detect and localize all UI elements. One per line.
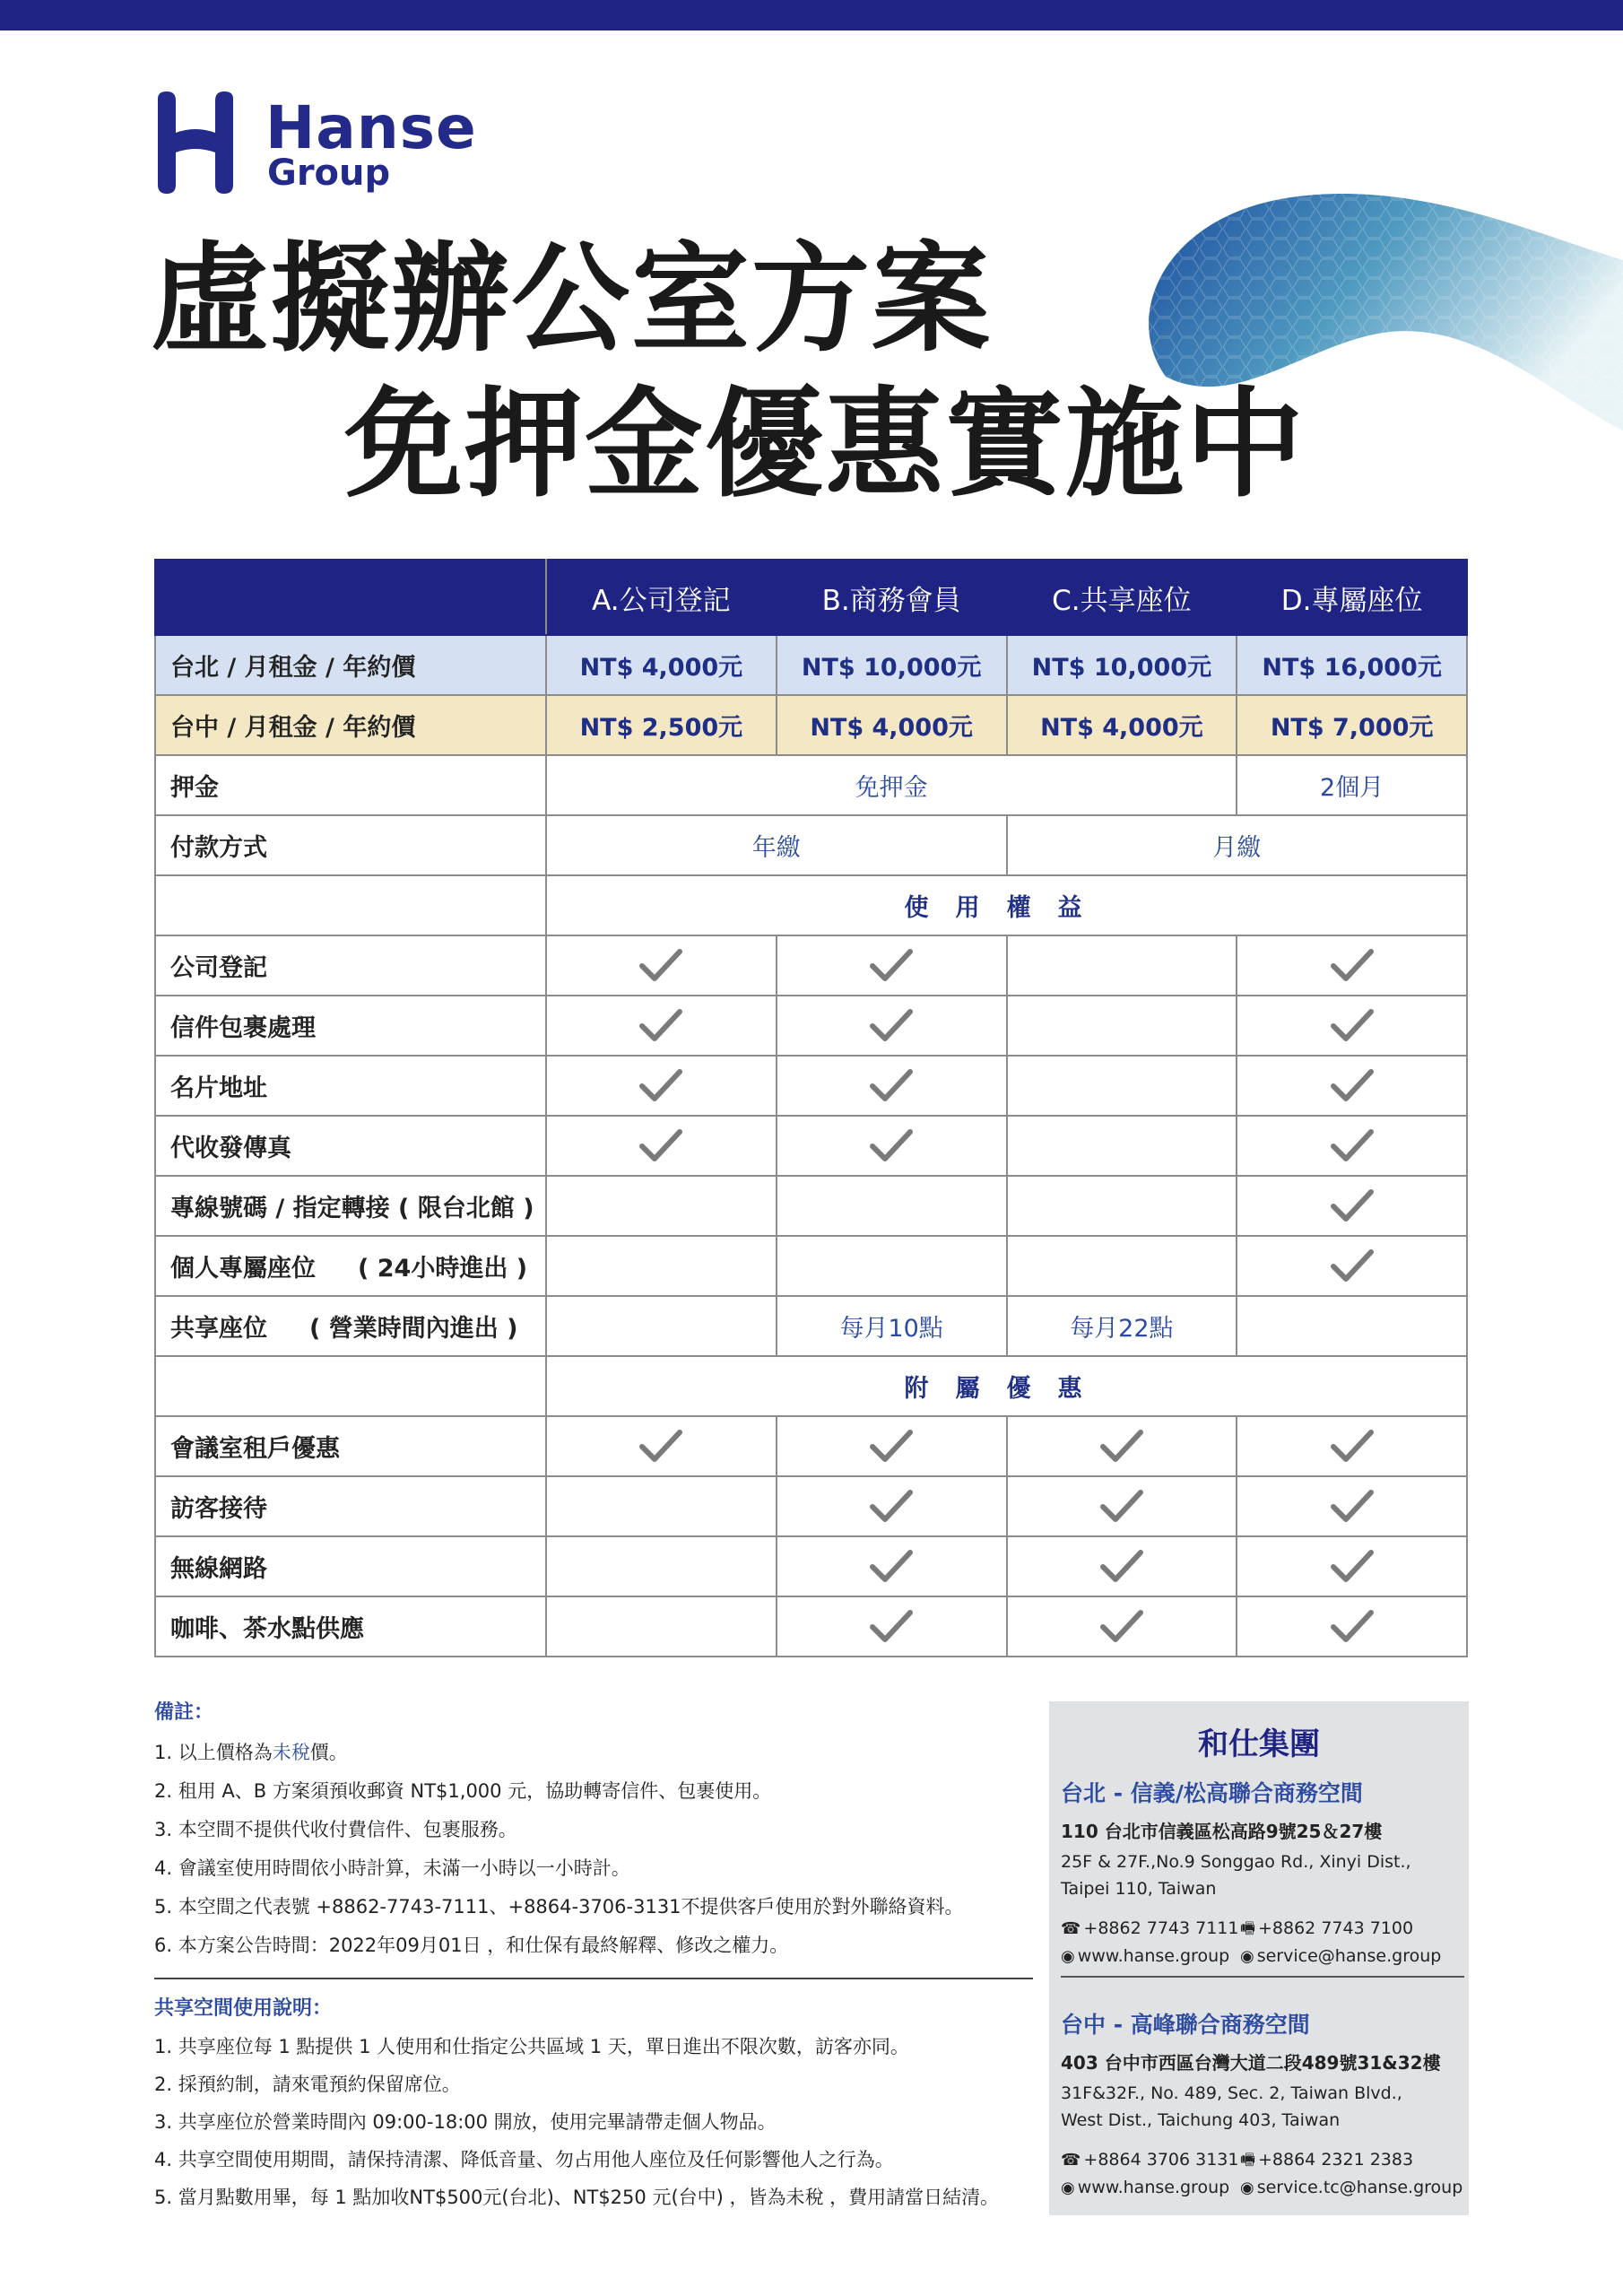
row-label: 無線網路 — [155, 1536, 546, 1596]
top-bar — [0, 0, 1623, 30]
check-cell — [1007, 1476, 1237, 1536]
price-cell: NT$ 4,000元 — [546, 635, 777, 695]
check-cell — [777, 1476, 1007, 1536]
check-cell — [546, 996, 777, 1056]
table-row — [155, 1596, 1467, 1657]
web-icon: ◉ — [1061, 2179, 1075, 2197]
check-cell — [777, 996, 1007, 1056]
row-label: 專線號碼 / 指定轉接 ( 限台北館 ) — [155, 1176, 546, 1236]
usage-line: 1. 共享座位每 1 點提供 1 人使用和仕指定公共區域 1 天，單日進出不限次數，訪客亦同。 — [154, 2036, 909, 2057]
plan-comparison-table — [154, 559, 1468, 1657]
address-en-2: West Dist., Taichung 403, Taiwan — [1061, 2110, 1341, 2130]
check-icon — [638, 1128, 683, 1164]
deposit-d: 2個月 — [1237, 755, 1467, 815]
check-icon — [869, 1609, 914, 1645]
section-rights-title: 使用權益 — [546, 875, 1467, 935]
usage-section — [154, 1993, 1051, 2216]
empty-cell — [1007, 1236, 1237, 1296]
check-cell — [546, 1056, 777, 1116]
check-cell — [777, 1116, 1007, 1176]
section-extras-row — [155, 1356, 1467, 1416]
price-cell: NT$ 4,000元 — [1007, 695, 1237, 755]
check-icon — [1330, 948, 1375, 984]
check-icon — [869, 1008, 914, 1044]
note-line: 3. 本空間不提供代收付費信件、包裹服務。 — [154, 1819, 517, 1840]
row-label: 押金 — [155, 755, 546, 815]
header-plan-b: B.商務會員 — [777, 560, 1007, 635]
website-link[interactable]: www.hanse.group — [1077, 1946, 1230, 1966]
check-icon — [1099, 1489, 1144, 1525]
note-line: 5. 本空間之代表號 +8862-7743-7111、+8864-3706-3131不提供客戶使用於對外聯絡資料。 — [154, 1896, 964, 1918]
row-label-note: ( 24小時進出 ) — [358, 1255, 528, 1283]
check-icon — [638, 948, 683, 984]
empty-cell — [1007, 1056, 1237, 1116]
check-cell — [1237, 935, 1467, 996]
check-cell — [1237, 996, 1467, 1056]
address-cn: 110 台北市信義區松高路9號25＆27樓 — [1061, 1821, 1383, 1842]
email-icon: ◉ — [1240, 1947, 1254, 1966]
check-icon — [1330, 1248, 1375, 1284]
address-cn: 403 台中市西區台灣大道二段489號31&32樓 — [1061, 2052, 1441, 2074]
title-line-2: 免押金優惠實施中 — [344, 376, 1306, 514]
row-label: 台中 / 月租金 / 年約價 — [155, 695, 546, 755]
check-cell — [1237, 1476, 1467, 1536]
shared-seat-b: 每月10點 — [777, 1296, 1007, 1356]
check-icon — [1099, 1609, 1144, 1645]
usage-line: 3. 共享座位於營業時間內 09:00-18:00 開放，使用完畢請帶走個人物品。 — [154, 2111, 777, 2133]
contact-panel — [1049, 1701, 1469, 2215]
section-blank — [155, 875, 546, 935]
check-cell — [546, 1116, 777, 1176]
hanse-logo — [151, 90, 477, 197]
check-cell — [1007, 1416, 1237, 1476]
empty-cell — [546, 1176, 777, 1236]
check-cell — [777, 1596, 1007, 1657]
check-cell — [546, 935, 777, 996]
email-link[interactable]: service.tc@hanse.group — [1256, 2178, 1463, 2197]
empty-cell — [546, 1296, 777, 1356]
empty-cell — [1007, 996, 1237, 1056]
address-en-1: 25F & 27F.,No.9 Songgao Rd., Xinyi Dist., — [1061, 1852, 1411, 1872]
check-cell — [777, 1416, 1007, 1476]
note-line: 6. 本方案公告時間：2022年09月01日 ，和仕保有最終解釋、修改之權力。 — [154, 1935, 789, 1956]
check-icon — [1330, 1549, 1375, 1585]
table-header-row — [155, 560, 1467, 635]
note-line: 1. 以上價格為未稅價。 — [154, 1742, 348, 1763]
section-rights-row — [155, 875, 1467, 935]
fax-number: +8862 7743 7100 — [1258, 1918, 1414, 1938]
row-label-main: 共享座位 — [170, 1315, 267, 1343]
row-label-main: 個人專屬座位 — [170, 1255, 316, 1283]
check-icon — [869, 1549, 914, 1585]
email-icon: ◉ — [1240, 2179, 1254, 2197]
table-row — [155, 1056, 1467, 1116]
check-cell — [1237, 1116, 1467, 1176]
empty-cell — [546, 1536, 777, 1596]
taichung-branch — [1061, 2007, 1464, 2202]
branch-name: 台中 - 高峰聯合商務空間 — [1061, 2012, 1310, 2038]
check-cell — [1237, 1416, 1467, 1476]
table-row — [155, 1536, 1467, 1596]
check-icon — [869, 1128, 914, 1164]
check-icon — [1330, 1188, 1375, 1224]
payment-row — [155, 815, 1467, 875]
website-link[interactable]: www.hanse.group — [1077, 2178, 1230, 2197]
check-icon — [869, 948, 914, 984]
row-label — [155, 1236, 546, 1296]
row-label: 咖啡、茶水點供應 — [155, 1596, 546, 1657]
section-extras-title: 附屬優惠 — [546, 1356, 1467, 1416]
web-icon: ◉ — [1061, 1947, 1075, 1966]
table-row — [155, 1416, 1467, 1476]
check-cell — [1237, 1536, 1467, 1596]
row-label-note: ( 營業時間內進出 ) — [309, 1315, 518, 1343]
row-label: 台北 / 月租金 / 年約價 — [155, 635, 546, 695]
contact-divider — [1061, 1976, 1464, 1978]
row-label: 代收發傳真 — [155, 1116, 546, 1176]
empty-cell — [1007, 935, 1237, 996]
check-cell — [777, 935, 1007, 996]
check-cell — [777, 1056, 1007, 1116]
table-row — [155, 1176, 1467, 1236]
row-label: 會議室租戶優惠 — [155, 1416, 546, 1476]
address-en-2: Taipei 110, Taiwan — [1061, 1879, 1217, 1899]
price-cell: NT$ 2,500元 — [546, 695, 777, 755]
empty-cell — [546, 1236, 777, 1296]
table-row — [155, 1236, 1467, 1296]
check-cell — [777, 1536, 1007, 1596]
phone-number: +8862 7743 7111 — [1083, 1918, 1239, 1938]
note-line: 2. 租用 A、B 方案須預收郵資 NT$1,000 元，協助轉寄信件、包裹使用。 — [154, 1780, 772, 1802]
email-link[interactable]: service@hanse.group — [1256, 1946, 1442, 1966]
phone-icon: ☎ — [1061, 2151, 1081, 2170]
fax-icon: 🖷 — [1240, 1919, 1255, 1938]
branch-name: 台北 - 信義/松高聯合商務空間 — [1061, 1780, 1363, 1806]
check-icon — [1330, 1128, 1375, 1164]
logo-wordmark: Hanse — [265, 93, 477, 162]
check-icon — [1330, 1429, 1375, 1465]
check-icon — [638, 1008, 683, 1044]
table-row — [155, 1476, 1467, 1536]
title-line-1: 虛擬辦公室方案 — [151, 230, 992, 369]
row-label: 信件包裹處理 — [155, 996, 546, 1056]
table-row — [155, 1296, 1467, 1356]
shared-seat-c: 每月22點 — [1007, 1296, 1237, 1356]
notes-divider — [154, 1978, 1033, 1979]
phone-number: +8864 3706 3131 — [1083, 2150, 1239, 2170]
check-cell — [1237, 1236, 1467, 1296]
deposit-abc: 免押金 — [546, 755, 1237, 815]
usage-line: 4. 共享空間使用期間，請保持清潔、降低音量、勿占用他人座位及任何影響他人之行為。 — [154, 2149, 894, 2170]
empty-cell — [777, 1176, 1007, 1236]
check-icon — [1330, 1489, 1375, 1525]
empty-cell — [1007, 1116, 1237, 1176]
check-icon — [638, 1068, 683, 1104]
price-cell: NT$ 7,000元 — [1237, 695, 1467, 755]
header-plan-a: A.公司登記 — [546, 560, 777, 635]
company-name: 和仕集團 — [1198, 1726, 1320, 1762]
section-blank — [155, 1356, 546, 1416]
empty-cell — [777, 1236, 1007, 1296]
table-row — [155, 996, 1467, 1056]
check-cell — [546, 1416, 777, 1476]
row-label: 訪客接待 — [155, 1476, 546, 1536]
row-label: 名片地址 — [155, 1056, 546, 1116]
check-icon — [1330, 1068, 1375, 1104]
hanse-h-logo-icon — [151, 90, 240, 196]
row-label: 公司登記 — [155, 935, 546, 996]
usage-line: 2. 採預約制，請來電預約保留席位。 — [154, 2074, 461, 2095]
check-cell — [1237, 1056, 1467, 1116]
taipei-branch — [1061, 1776, 1464, 1970]
header-plan-d: D.專屬座位 — [1237, 560, 1467, 635]
usage-line: 5. 當月點數用畢，每 1 點加收NT$500元(台北)、NT$250 元(台中) ，皆為未稅 ，費用請當日結清。 — [154, 2187, 1000, 2208]
empty-cell — [546, 1596, 777, 1657]
check-icon — [638, 1429, 683, 1465]
check-icon — [1330, 1008, 1375, 1044]
check-icon — [869, 1429, 914, 1465]
notes-section — [154, 1697, 1051, 1965]
row-label: 付款方式 — [155, 815, 546, 875]
header-blank — [155, 560, 546, 635]
row-label — [155, 1296, 546, 1356]
table-row — [155, 1116, 1467, 1176]
check-icon — [869, 1068, 914, 1104]
price-cell: NT$ 10,000元 — [1007, 635, 1237, 695]
header-plan-c: C.共享座位 — [1007, 560, 1237, 635]
taichung-price-row — [155, 695, 1467, 755]
fax-icon: 🖷 — [1240, 2151, 1255, 2170]
fax-number: +8864 2321 2383 — [1258, 2150, 1414, 2170]
check-cell — [1007, 1536, 1237, 1596]
check-cell — [1237, 1176, 1467, 1236]
table-row — [155, 935, 1467, 996]
check-cell — [1007, 1596, 1237, 1657]
check-cell — [1237, 1596, 1467, 1657]
note-line: 4. 會議室使用時間依小時計算，未滿一小時以一小時計。 — [154, 1857, 630, 1879]
notes-heading: 備註： — [154, 1701, 214, 1724]
check-icon — [1099, 1429, 1144, 1465]
empty-cell — [546, 1476, 777, 1536]
price-cell: NT$ 10,000元 — [777, 635, 1007, 695]
check-icon — [1099, 1549, 1144, 1585]
empty-cell — [1007, 1176, 1237, 1236]
price-cell: NT$ 16,000元 — [1237, 635, 1467, 695]
deposit-row — [155, 755, 1467, 815]
address-en-1: 31F&32F., No. 489, Sec. 2, Taiwan Blvd., — [1061, 2083, 1402, 2103]
logo-subtext: Group — [267, 152, 391, 194]
taipei-price-row — [155, 635, 1467, 695]
untaxed-highlight: 未稅 — [272, 1742, 310, 1763]
payment-ab: 年繳 — [546, 815, 1007, 875]
price-cell: NT$ 4,000元 — [777, 695, 1007, 755]
phone-icon: ☎ — [1061, 1919, 1081, 1938]
usage-heading: 共享空間使用說明： — [154, 1997, 333, 2020]
empty-cell — [1237, 1296, 1467, 1356]
check-icon — [869, 1489, 914, 1525]
check-icon — [1330, 1609, 1375, 1645]
payment-cd: 月繳 — [1007, 815, 1468, 875]
